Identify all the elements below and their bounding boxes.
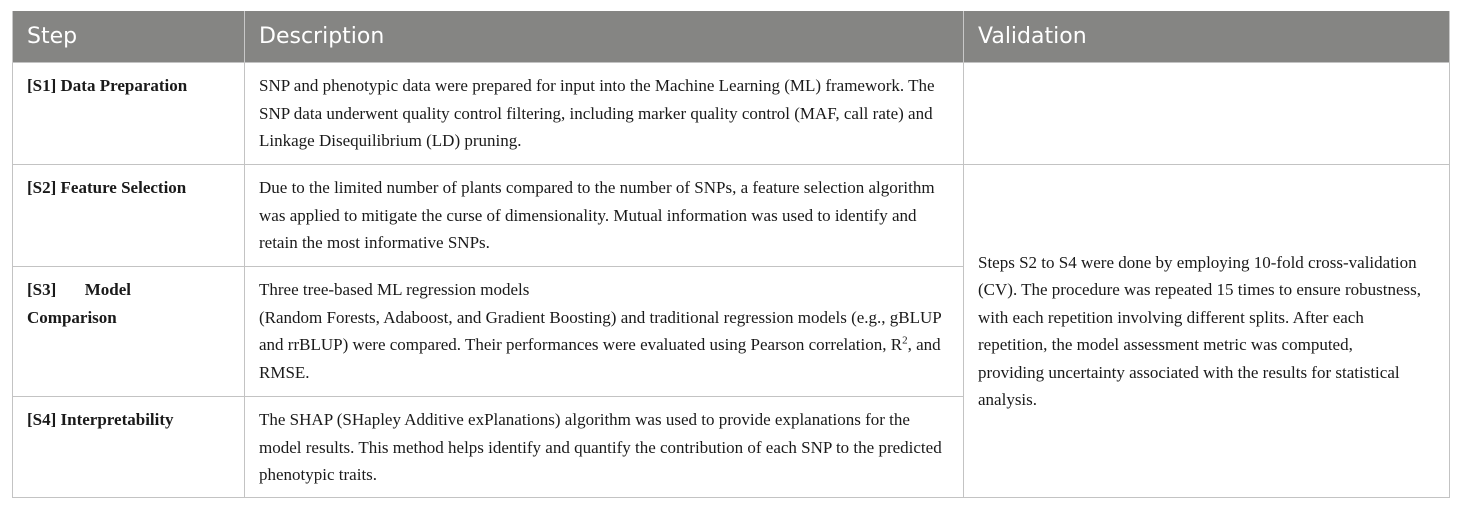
step-cell: [S4] Interpretability bbox=[13, 397, 245, 498]
step-tag: [S3] bbox=[27, 280, 57, 299]
description-cell bbox=[245, 267, 964, 397]
step-s3-line2: Comparison bbox=[27, 307, 117, 327]
description-cell: Due to the limited number of plants compared to the number of SNPs, a feature selection algorithm was applied to mitigate the curse of dimensionality. Mutual information was used to identify and retain the most informative SNPs. bbox=[245, 165, 964, 267]
step-word: Model bbox=[84, 280, 131, 299]
description-line1: Three tree-based ML regression models bbox=[259, 280, 530, 299]
step-cell bbox=[13, 267, 245, 397]
description-cell: SNP and phenotypic data were prepared for input into the Machine Learning (ML) framework. The SNP data underwent quality control filtering, including marker quality control (MAF, call rate) and Linkage Disequilibrium (LD) pruning. bbox=[245, 63, 964, 165]
description-cell: The SHAP (SHapley Additive exPlanations) algorithm was used to provide explanations for the model results. This method helps identify and quantify the contribution of each SNP to the predicted phenotypic traits. bbox=[245, 397, 964, 498]
header-validation: Validation bbox=[964, 11, 1450, 63]
table-row bbox=[13, 165, 1450, 267]
step-cell: [S2] Feature Selection bbox=[13, 165, 245, 267]
step-cell: [S1] Data Preparation bbox=[13, 63, 245, 165]
steps-table bbox=[12, 11, 1450, 498]
description-end: , and RMSE. bbox=[259, 335, 941, 382]
validation-cell bbox=[964, 63, 1450, 165]
header-row bbox=[13, 11, 1450, 63]
superscript-2: 2 bbox=[902, 334, 908, 347]
step-s3-line1 bbox=[27, 276, 131, 304]
table-row bbox=[13, 63, 1450, 165]
description-rest: (Random Forests, Adaboost, and Gradient Boosting) and traditional regression models (e.g., gBLUP and rrBLUP) were compared. Their performances were evaluated using Pearson correlation, R bbox=[259, 307, 942, 354]
header-description: Description bbox=[245, 11, 964, 63]
shared-validation-cell: Steps S2 to S4 were done by employing 10-fold cross-validation (CV). The procedure was repeated 15 times to ensure robustness, with each repetition involving different splits. After each repetition, the model assessment metric was computed, providing uncertainty associated with the results for statistical analysis. bbox=[964, 165, 1450, 498]
header-step: Step bbox=[13, 11, 245, 63]
